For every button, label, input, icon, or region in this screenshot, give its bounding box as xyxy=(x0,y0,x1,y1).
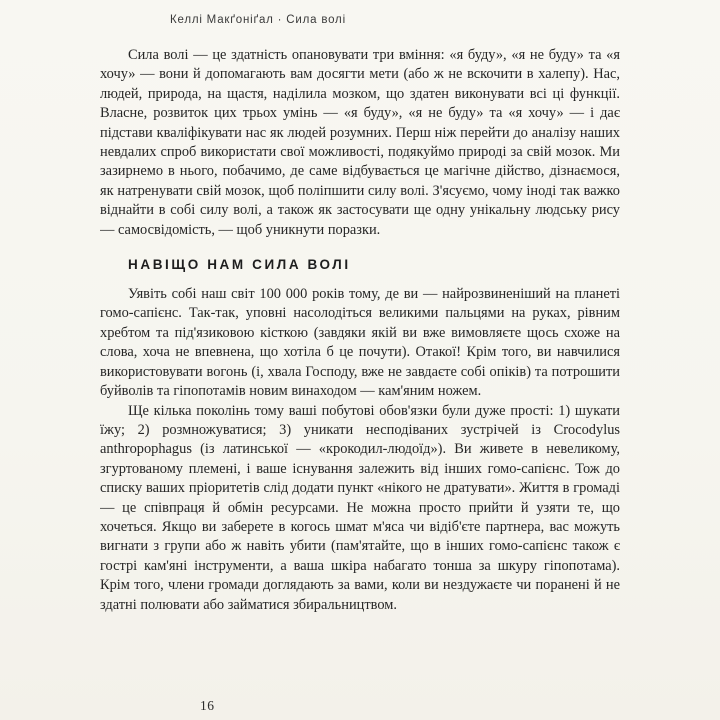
section-heading: НАВІЩО НАМ СИЛА ВОЛІ xyxy=(128,257,351,273)
page-number: 16 xyxy=(200,698,215,713)
body-paragraph-tribe-life: Ще кілька поколінь тому ваші побутові обов'язки були дуже прості: 1) шукати їжу; 2) розмножуватися; 3) уникати несподіваних зустрічей із Crocodylus anthropophagus (із латинської — «крокодил-людоїд»). Ви живете в невеликому, згуртованому племені, і ваше існування залежить від інших гомо-сапієнс. Тож до списку ваших пріоритетів слід додати пункт «нікого не дратувати». Життя в громаді — це співпраця й обмін ресурсами. Не можна просто прийти й узяти те, що хочеться. Якщо ви заберете в когось шмат м'яса чи відіб'єте партнера, вас можуть вигнати з групи або ж навіть убити (пам'ятайте, що в інших гомо-сапієнс також є гострі кам'яні інструменти, а ваша шкіра набагато тонша за шкуру гіпопотама). Крім того, члени громади доглядають за вами, коли ви нездужаєте чи поранені й не здатні полювати або займатися збиральництвом. xyxy=(100,402,620,613)
body-paragraph-intro: Сила волі — це здатність опановувати три вміння: «я буду», «я не буду» та «я хочу» — вони й допомагають вам досягти мети (або ж не вскочити в халепу). Нас, людей, природа, на щастя, наділила мозком, що здатен виконувати всі ці функції. Власне, розвиток цих трьох умінь — «я буду», «я не буду» та «я хочу» — і дає підстави кваліфікувати нас як людей розумних. Перш ніж перейти до аналізу наших невдалих спроб використати свої можливості, подякуймо природі за свій мозок. Ми зазирнемо в нього, побачимо, де саме відбувається це магічне дійство, дізнаємося, як натренувати свій мозок, щоб поліпшити силу волі. З'ясуємо, чому іноді так важко віднайти в собі силу волі, а також як застосувати ще одну унікальну людську рису — самосвідомість, — щоб уникнути поразки. xyxy=(100,47,620,238)
text-block xyxy=(100,46,620,696)
body-paragraph-homo-sapiens: Уявіть собі наш світ 100 000 років тому, де ви — найрозвиненіший на планеті гомо-сапієнс. Так-так, уповні насолодіться великими пальцями на руках, рівним хребтом та під'язиковою кісткою (завдяки якій ви вже вимовляєте щось схоже на слова, хоча не впевнена, що хотіла б це почути). Отакої! Крім того, ви навчилися використовувати вогонь (і, хвала Господу, вже не завдаєте собі опіків) та потрошити буйволів та гіпопотамів новим винаходом — кам'яним ножем. xyxy=(100,286,620,400)
running-title: Келлі Макґоніґал · Сила волі xyxy=(170,14,346,26)
